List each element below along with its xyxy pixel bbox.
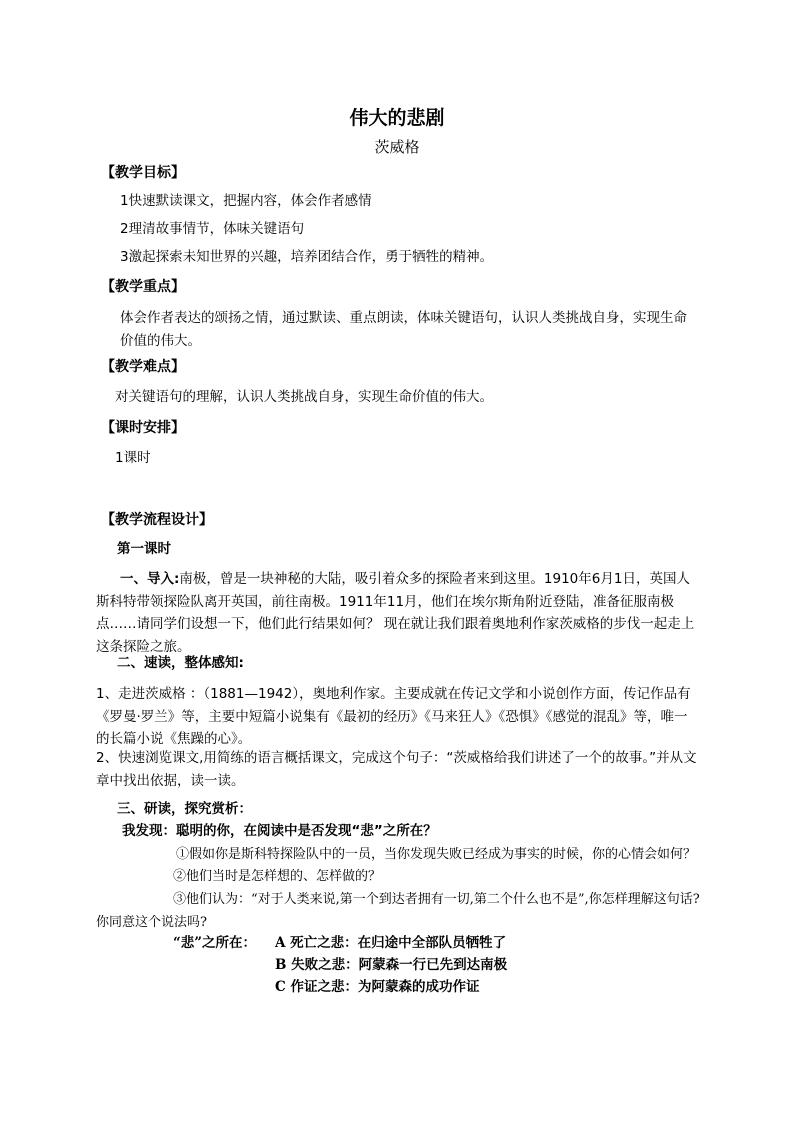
section3-heading: 三、研读，探究赏析： <box>117 801 252 817</box>
question-3 <box>96 888 700 934</box>
sorrow-label: “悲”之所在： <box>173 935 257 951</box>
sorrow-item: B 失败之悲：阿蒙森一行已先到达南极 <box>275 957 508 973</box>
document-title: 伟大的悲剧 <box>349 107 445 129</box>
item2-text: 2、快速浏览课文,用简练的语言概括课文，完成这个句子：“茨威格给我们讲述了一个的故事。”并从文章中找出依据，读一读。 <box>96 750 697 789</box>
intro-text: 南极，曾是一块神秘的大陆，吸引着众多的探险者来到这里。1910年6月1日，英国人斯科特带领探险队离开英国，前往南极。1911年11月，他们在埃尔斯角附近登陆，准备征服南极点……请同学们设想一下，他们此行结果如何？ 现在就让我们跟着奥地利作家茨威格的步伐一起走上这条探险之旅。 <box>96 571 695 655</box>
flow-heading: 【教学流程设计】 <box>101 512 213 528</box>
item1-paragraph <box>96 683 700 751</box>
goal-item: 1快速默读课文，把握内容，体会作者感情 <box>120 193 372 209</box>
item2-paragraph <box>96 747 700 792</box>
key-heading: 【教学重点】 <box>101 279 185 295</box>
key-text-content: 体会作者表达的颂扬之情，通过默读、重点朗读，体味关键语句，认识人类挑战自身，实现生命价值的伟大。 <box>120 310 687 349</box>
schedule-heading: 【课时安排】 <box>101 420 185 436</box>
goals-heading: 【教学目标】 <box>101 165 185 181</box>
goal-item: 2理清故事情节，体味关键语句 <box>120 221 305 237</box>
question-1: ①假如你是斯科特探险队中的一员，当你发现失败已经成为事实的时候，你的心情会如何？ <box>176 847 697 862</box>
lesson-label: 第一课时 <box>117 541 171 557</box>
schedule-text: 1课时 <box>115 450 151 466</box>
goal-item: 3激起探索未知世界的兴趣，培养团结合作，勇于牺牲的精神。 <box>120 249 494 265</box>
sorrow-item: C 作证之悲：为阿蒙森的成功作证 <box>275 979 480 995</box>
intro-paragraph <box>96 568 700 658</box>
discover-prompt: 我发现：聪明的你，在阅读中是否发现“悲”之所在？ <box>122 823 437 839</box>
intro-label: 一、导入: <box>120 571 180 587</box>
sorrow-item: A 死亡之悲：在归途中全部队员牺牲了 <box>275 935 507 951</box>
question-3-text: ③他们认为：“对于人类来说,第一个到达者拥有一切,第二个什么也不是”,你怎样理解这句话?你同意这个说法吗? <box>96 892 700 930</box>
question-2: ②他们当时是怎样想的、怎样做的？ <box>173 869 382 884</box>
document-author: 茨威格 <box>374 138 420 156</box>
difficult-text: 对关键语句的理解，认识人类挑战自身，实现生命价值的伟大。 <box>115 389 493 405</box>
key-text <box>120 307 700 352</box>
section2-heading: 二、速读，整体感知: <box>117 655 244 671</box>
difficult-heading: 【教学难点】 <box>101 359 185 375</box>
item1-text: 1、走进茨威格 ：（1881—1942），奥地利作家。主要成就在传记文学和小说创作方面，传记作品有《罗曼·罗兰》等，主要中短篇小说集有《最初的经历》《马来狂人》《恐惧》《感觉的混乱》等，唯一的长篇小说《焦躁的心》。 <box>96 686 691 747</box>
